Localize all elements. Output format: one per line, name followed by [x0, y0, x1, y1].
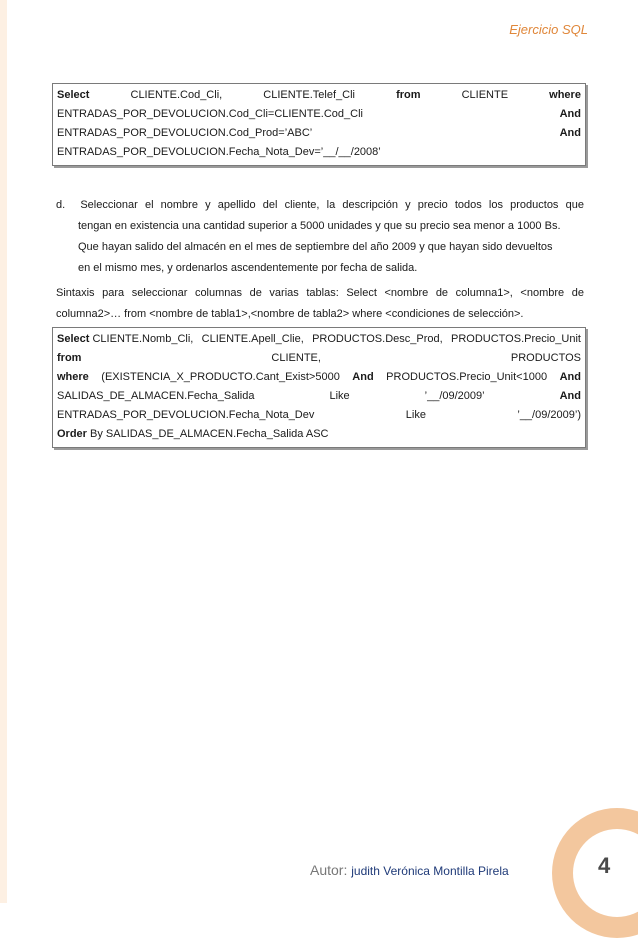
sql-query-box-2: [52, 327, 586, 448]
word: de: [571, 287, 584, 299]
word: columnas: [194, 287, 243, 299]
kw-where: where: [549, 89, 581, 101]
kw-and: And: [352, 371, 374, 383]
syntax-line-2: columna2>… from <nombre de tabla1>,<nombre de tabla2> where <condiciones de selección>.: [56, 308, 524, 320]
query2-row-2: [57, 349, 581, 368]
exercise-d-line-4: en el mismo mes, y ordenarlos ascendentemente por fecha de salida.: [78, 262, 418, 274]
word: de: [249, 287, 262, 299]
word: para: [102, 287, 125, 299]
query2-row-6: [57, 425, 581, 444]
code-token: By SALIDAS_DE_ALMACEN.Fecha_Salida ASC: [90, 428, 329, 440]
word: nombre: [160, 199, 198, 211]
query2-row-3: [57, 368, 581, 387]
kw-and: And: [559, 127, 581, 139]
code-token: CLIENTE: [461, 89, 509, 101]
word: seleccionar: [131, 287, 188, 299]
code-token-group: [57, 330, 193, 349]
word: Sintaxis: [56, 287, 95, 299]
word: varias: [269, 287, 299, 299]
word: columna1>,: [455, 287, 513, 299]
code-token: ENTRADAS_POR_DEVOLUCION.Fecha_Nota_Dev=’__/__/2008’: [57, 146, 381, 158]
query1-row-3: [57, 124, 581, 143]
page-number: 4: [598, 853, 611, 878]
code-token: ’__/09/2009’: [424, 390, 485, 402]
syntax-paragraph: [56, 283, 584, 325]
code-token: ENTRADAS_POR_DEVOLUCION.Cod_Cli=CLIENTE.Cod_Cli: [57, 108, 363, 120]
kw-order: Order: [57, 428, 87, 440]
word: todos: [454, 199, 482, 211]
word: <nombre: [384, 287, 429, 299]
query1-row-4: [57, 143, 581, 162]
exercise-d-line-2: tengan en existencia una cantidad superior a 5000 unidades y que su precio sea menor a 1000 Bs.: [78, 220, 561, 232]
code-token: SALIDAS_DE_ALMACEN.Fecha_Salida: [57, 390, 255, 402]
code-token: ENTRADAS_POR_DEVOLUCION.Cod_Prod=’ABC’: [57, 127, 313, 139]
syntax-line-1: [56, 283, 584, 304]
code-token: CLIENTE.Nomb_Cli,: [92, 333, 194, 345]
footer-author: [310, 862, 509, 878]
word: productos: [510, 199, 559, 211]
query1-row-2: [57, 105, 581, 124]
query2-row-5: [57, 406, 581, 425]
code-token: PRODUCTOS.Desc_Prod,: [312, 333, 443, 345]
word: y: [405, 199, 411, 211]
word: el: [144, 199, 154, 211]
kw-and: And: [559, 108, 581, 120]
code-token: CLIENTE.Cod_Cli,: [130, 89, 223, 101]
word: <nombre: [520, 287, 565, 299]
list-marker: d.: [56, 199, 66, 211]
word: de: [435, 287, 449, 299]
kw-where: where: [57, 371, 89, 383]
exercise-d-line-3: Que hayan salido del almacén en el mes de septiembre del año 2009 y que hayan sido devueltos: [78, 241, 553, 253]
kw-from: from: [57, 352, 82, 364]
exercise-d-line-1: [56, 195, 584, 216]
kw-select: Select: [57, 89, 90, 101]
code-token: PRODUCTOS.Precio_Unit<1000: [386, 371, 548, 383]
code-token: CLIENTE.Telef_Cli: [263, 89, 355, 101]
query2-row-4: [57, 387, 581, 406]
code-token: ’__/09/2009’): [517, 409, 581, 421]
left-accent-bar: [0, 0, 7, 903]
word: la: [326, 199, 336, 211]
word: descripción: [342, 199, 398, 211]
kw-from: from: [396, 89, 421, 101]
code-token: PRODUCTOS.Precio_Unit: [450, 333, 581, 345]
word: tablas:: [306, 287, 339, 299]
code-token: Like: [405, 409, 426, 421]
word: del: [262, 199, 278, 211]
word: Seleccionar: [80, 199, 138, 211]
sql-query-box-1: [52, 83, 586, 166]
code-token: Like: [329, 390, 350, 402]
word: Select: [346, 287, 377, 299]
word: precio: [417, 199, 448, 211]
code-token: CLIENTE,: [271, 352, 321, 364]
word: y: [205, 199, 211, 211]
code-token-group: [57, 425, 328, 444]
author-label: Autor:: [310, 862, 348, 878]
header-title: Ejercicio SQL: [509, 22, 588, 37]
code-token: CLIENTE.Apell_Clie,: [201, 333, 304, 345]
kw-and: And: [559, 371, 581, 383]
kw-select: Select: [57, 333, 90, 345]
query1-row-1: [57, 86, 581, 105]
word: cliente,: [284, 199, 320, 211]
exercise-d-paragraph: [56, 195, 584, 279]
code-token: PRODUCTOS: [510, 352, 581, 364]
word: los: [488, 199, 503, 211]
query2-row-1: [57, 330, 581, 349]
word: apellido: [217, 199, 256, 211]
code-token: ENTRADAS_POR_DEVOLUCION.Fecha_Nota_Dev: [57, 409, 315, 421]
code-token: (EXISTENCIA_X_PRODUCTO.Cant_Exist>5000: [101, 371, 340, 383]
author-name: judith Verónica Montilla Pirela: [351, 864, 509, 878]
kw-and: And: [559, 390, 581, 402]
word: que: [565, 199, 584, 211]
